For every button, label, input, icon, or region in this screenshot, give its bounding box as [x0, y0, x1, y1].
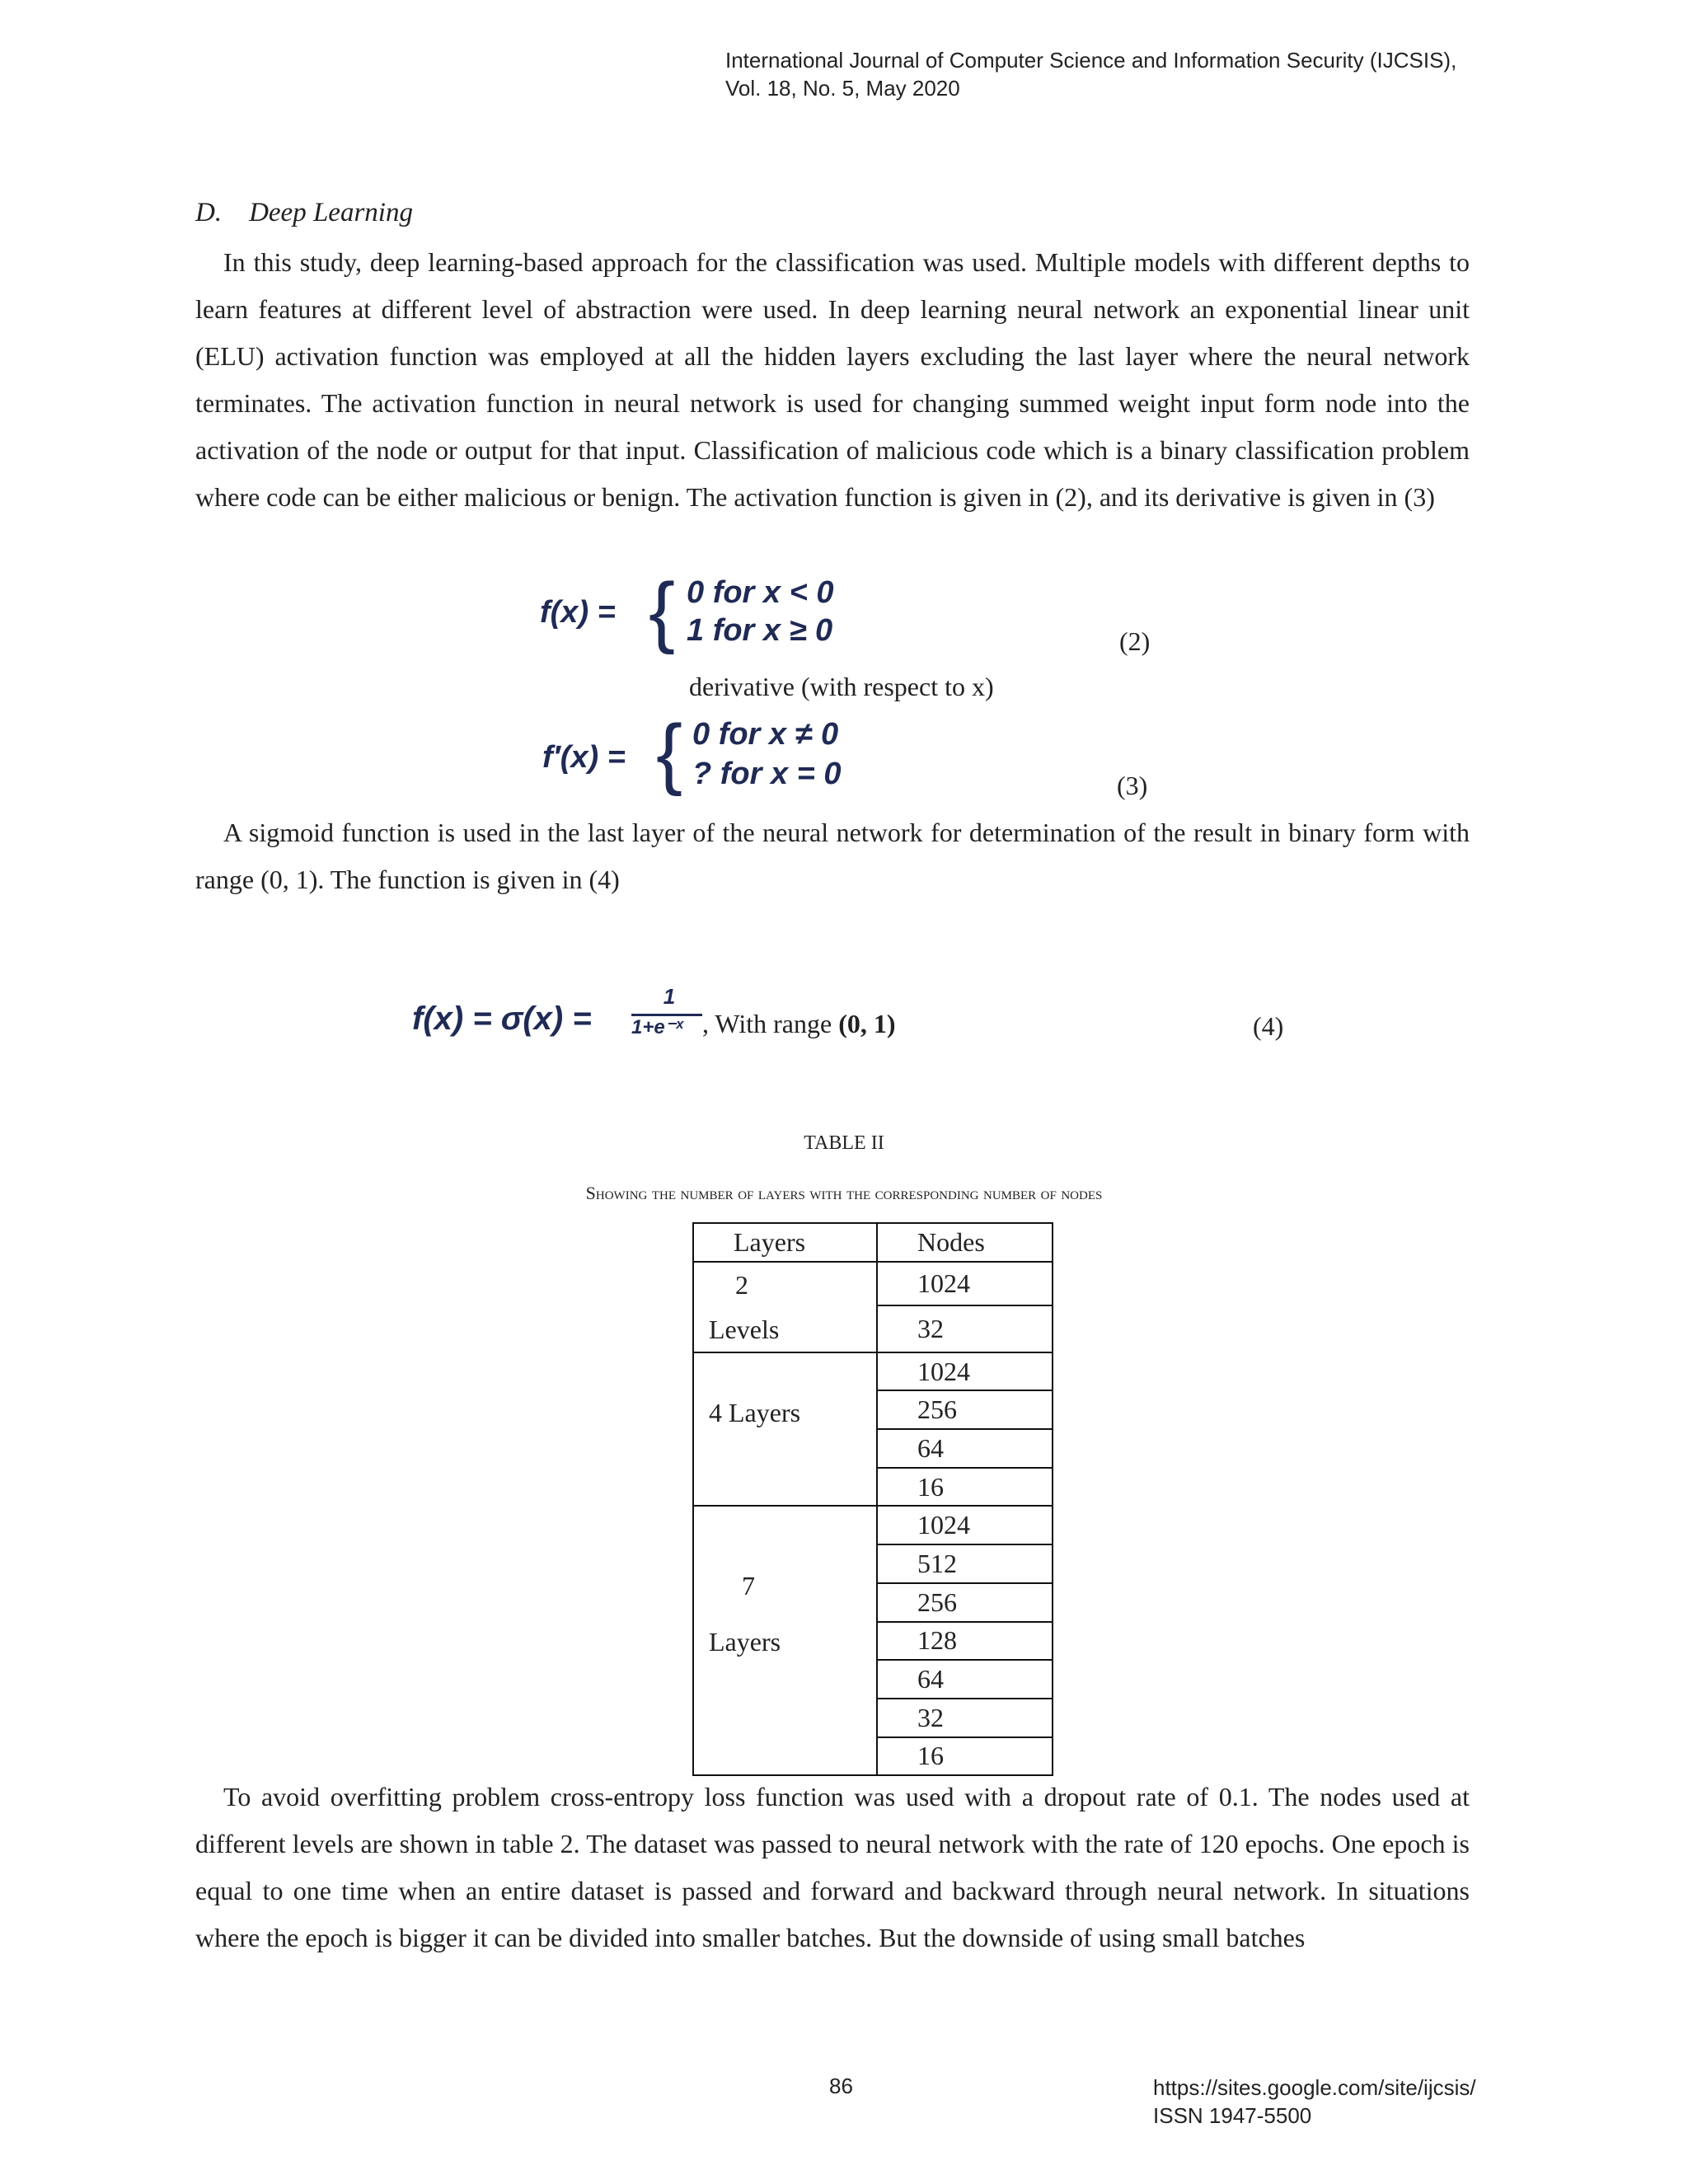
group-label-top: 7 — [742, 1571, 755, 1601]
table-group-label-4-layers: 4 Layers — [693, 1352, 877, 1507]
layers-nodes-table — [692, 1222, 1053, 1776]
equation-3-case-1: 0 for x ≠ 0 — [692, 717, 839, 752]
table-cell-nodes: 32 — [877, 1305, 1053, 1352]
table-cell-nodes: 1024 — [877, 1262, 1053, 1305]
group-label-bottom: Levels — [709, 1314, 780, 1344]
paragraph-text: To avoid overfitting problem cross-entropy loss function was used with a dropout rate of 0.1. The nodes used at different levels are shown in table 2. The dataset was passed to neural network with the rate of 120 epochs. One epoch is equal to one time when an entire dataset is passed and forward and backward through neural network. In situations where the epoch is bigger it can be divided into smaller batches. But the downside of using small batches — [195, 1782, 1470, 1952]
footer-url: https://sites.google.com/site/ijcsis/ — [1153, 2075, 1476, 2100]
equation-2-number: (2) — [1119, 626, 1151, 656]
equation-4-suffix — [702, 1009, 896, 1039]
derivative-caption: derivative (with respect to x) — [689, 672, 994, 701]
equation-2-brace: { — [649, 567, 676, 655]
table-cell-nodes: 16 — [877, 1737, 1053, 1776]
table-cell-nodes: 128 — [877, 1622, 1053, 1661]
footer-links — [1153, 2074, 1476, 2130]
table-caption: Showing the number of layers with the corresponding number of nodes — [585, 1183, 1103, 1203]
table-cell-nodes: 256 — [877, 1583, 1053, 1622]
group-label-bottom: Layers — [709, 1627, 781, 1657]
journal-header — [725, 46, 1456, 102]
paragraph-sigmoid — [195, 809, 1470, 903]
table-cell-nodes: 256 — [877, 1390, 1053, 1429]
equation-4-lhs: f(x) = σ(x) = — [412, 1001, 592, 1037]
paragraph-deep-learning-intro — [195, 239, 1470, 521]
table-row — [693, 1506, 1053, 1544]
equation-3-case-2: ? for x = 0 — [692, 757, 842, 791]
equation-4-suffix-text: , With range — [702, 1009, 839, 1038]
equation-2-lhs: f(x) = — [540, 595, 616, 630]
journal-title-line: International Journal of Computer Science and Information Security (IJCSIS), — [725, 48, 1457, 73]
equation-2-case-2: 1 for x ≥ 0 — [687, 613, 833, 648]
equation-4-numerator: 1 — [663, 984, 676, 1009]
equation-2-case-1: 0 for x < 0 — [687, 575, 834, 610]
page-number: 86 — [829, 2074, 853, 2098]
table-header-layers: Layers — [693, 1223, 877, 1262]
table-cell-nodes: 512 — [877, 1544, 1053, 1583]
table-cell-nodes: 64 — [877, 1660, 1053, 1699]
equation-2 — [540, 567, 1199, 658]
table-header-nodes: Nodes — [877, 1223, 1053, 1262]
table-row — [693, 1262, 1053, 1305]
equation-4-range: (0, 1) — [838, 1009, 896, 1038]
journal-volume-line: Vol. 18, No. 5, May 2020 — [725, 76, 960, 101]
table-label: TABLE II — [804, 1132, 884, 1154]
equation-4-denominator: 1+e⁻ˣ — [631, 1016, 683, 1038]
table-cell-nodes: 16 — [877, 1468, 1053, 1507]
paragraph-overfitting — [195, 1774, 1470, 1961]
group-label-top: 2 — [735, 1269, 748, 1300]
equation-4 — [412, 986, 1071, 1060]
paragraph-text: A sigmoid function is used in the last layer of the neural network for determination of the result in binary form with range (0, 1). The function is given in (4) — [195, 818, 1470, 894]
table-cell-nodes: 1024 — [877, 1506, 1053, 1544]
equation-3-number: (3) — [1117, 771, 1148, 800]
section-heading: D. Deep Learning — [195, 198, 413, 227]
table-cell-nodes: 32 — [877, 1699, 1053, 1737]
table-group-label-7-layers — [693, 1506, 877, 1775]
table-cell-nodes: 64 — [877, 1429, 1053, 1468]
paragraph-text: In this study, deep learning-based approach for the classification was used. Multiple models with different depths to learn features at different level of abstraction were used. In deep learning neural network an exponential linear unit (ELU) activation function was employed at all the hidden layers excluding the last layer where the neural network terminates. The activation function in neural network is used for changing summed weight input form node into the activation of the node or output for that input. Classification of malicious code which is a binary classification problem where code can be either malicious or benign. The activation function is given in (2), and its derivative is given in (3) — [195, 247, 1470, 512]
equation-3-lhs: f′(x) = — [542, 740, 626, 775]
equation-3 — [542, 709, 1202, 799]
table-header-row — [693, 1223, 1053, 1262]
table-row — [693, 1352, 1053, 1391]
table-cell-nodes: 1024 — [877, 1352, 1053, 1391]
equation-4-number: (4) — [1253, 1011, 1284, 1041]
table-group-label-2-levels — [693, 1262, 877, 1352]
equation-3-brace: { — [656, 709, 683, 797]
footer-issn: ISSN 1947-5500 — [1153, 2103, 1312, 2128]
